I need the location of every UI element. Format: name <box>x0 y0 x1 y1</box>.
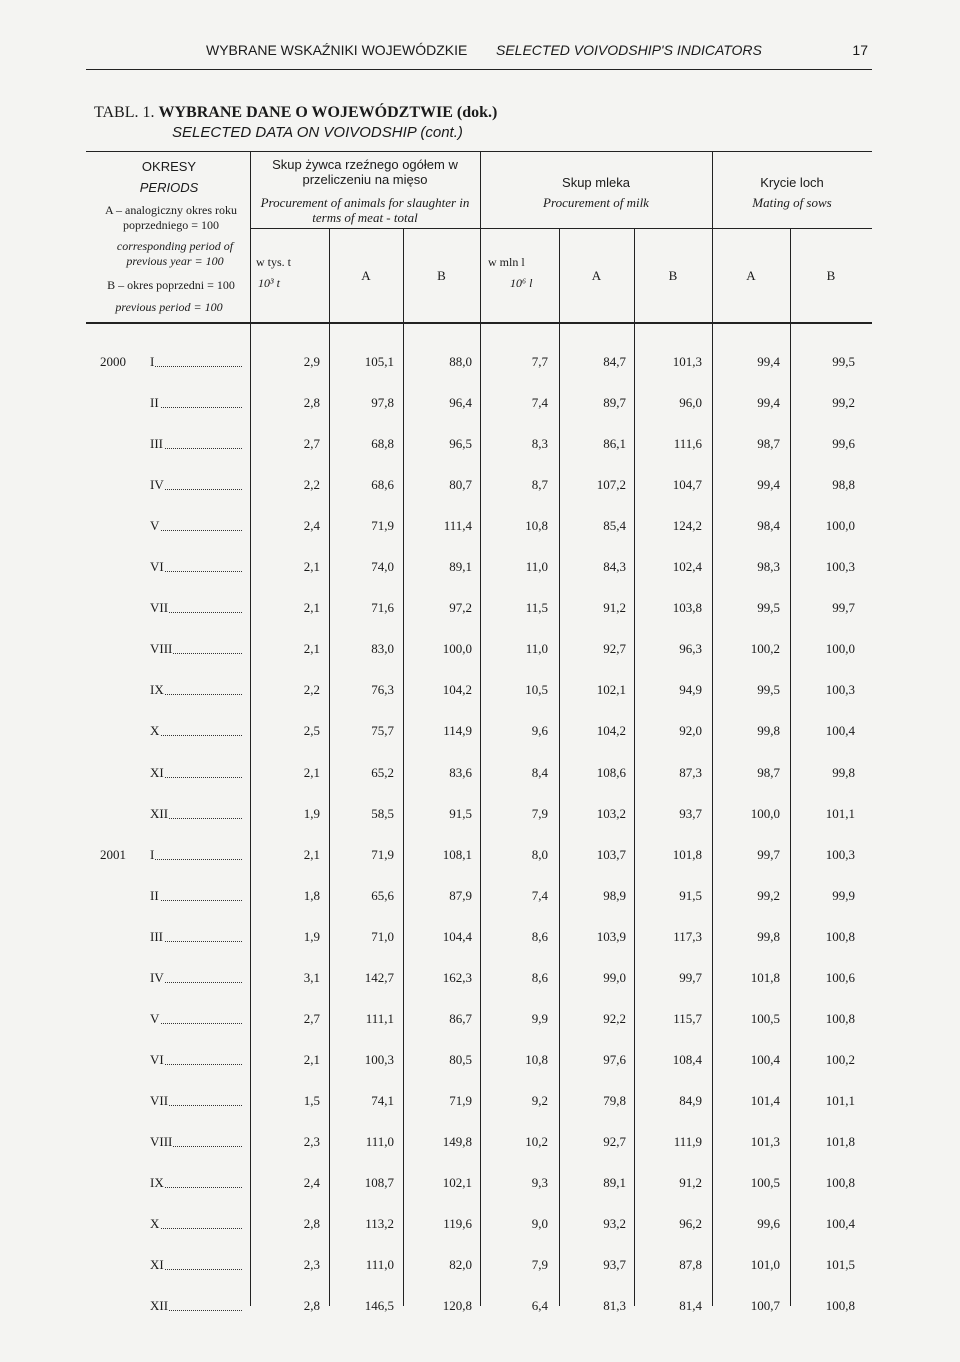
table-cell: 99,8 <box>832 765 855 780</box>
month-label: X <box>150 1216 242 1232</box>
table-cell: 100,3 <box>364 1052 394 1067</box>
table-cell: 68,8 <box>371 436 394 451</box>
month-label: III <box>150 929 242 945</box>
table-cell: 11,0 <box>525 559 548 574</box>
unit-milk-en: 10⁶ l <box>510 276 533 290</box>
table-cell: 2,2 <box>303 477 320 492</box>
table-cell: 83,0 <box>371 641 394 656</box>
group-meat-pl: Skup żywca rzeźnego ogółem w przeliczeniu na mięso <box>272 157 458 187</box>
table-cell: 2,1 <box>303 600 320 615</box>
table-cell: 84,7 <box>603 354 626 369</box>
month-label: III <box>150 436 242 452</box>
table-cell: 100,0 <box>442 641 472 656</box>
table-cell: 124,2 <box>672 518 702 533</box>
table-cell: 96,5 <box>449 436 472 451</box>
table-cell: 92,7 <box>603 641 626 656</box>
table-cell: 71,9 <box>371 518 394 533</box>
table-cell: 68,6 <box>371 477 394 492</box>
table-cell: 99,7 <box>832 600 855 615</box>
table-cell: 9,9 <box>531 1011 548 1026</box>
unit-milk-pl: w mln l <box>488 255 525 269</box>
table-cell: 99,0 <box>603 970 626 985</box>
table-cell: 9,2 <box>531 1093 548 1108</box>
table-cell: 100,3 <box>825 847 855 862</box>
table-cell: 120,8 <box>442 1298 472 1313</box>
table-cell: 8,7 <box>531 477 548 492</box>
table-cell: 81,3 <box>603 1298 626 1313</box>
table-cell: 9,3 <box>531 1175 548 1190</box>
table-cell: 96,4 <box>449 395 472 410</box>
month-label: XII <box>150 806 242 822</box>
running-head <box>90 42 872 64</box>
month-label: V <box>150 1011 242 1027</box>
table-cell: 113,2 <box>365 1216 394 1231</box>
table-cell: 92,0 <box>679 723 702 738</box>
table-cell: 98,3 <box>757 559 780 574</box>
table-cell: 2,1 <box>303 847 320 862</box>
table-cell: 100,4 <box>825 1216 855 1231</box>
table-cell: 99,2 <box>757 888 780 903</box>
table-cell: 2,1 <box>303 641 320 656</box>
table-cell: 10,8 <box>525 1052 548 1067</box>
definition-a-en: corresponding period of previous year = 100 <box>116 239 234 268</box>
table-cell: 71,9 <box>371 847 394 862</box>
table-cell: 7,7 <box>531 354 548 369</box>
col-a-milk: A <box>591 268 602 283</box>
table-cell: 100,8 <box>825 1011 855 1026</box>
month-label: XII <box>150 1298 242 1314</box>
table-cell: 7,9 <box>531 806 548 821</box>
group-sows-pl: Krycie loch <box>760 175 824 190</box>
col-b-milk: B <box>668 268 678 283</box>
table-cell: 103,2 <box>596 806 626 821</box>
table-cell: 91,5 <box>449 806 472 821</box>
group3-sub-rule <box>712 228 872 229</box>
table-cell: 101,1 <box>825 806 855 821</box>
table-cell: 94,9 <box>679 682 702 697</box>
table-cell: 103,9 <box>596 929 626 944</box>
table-header-bottom-rule <box>86 322 872 324</box>
table-cell: 89,1 <box>449 559 472 574</box>
col-divider <box>480 151 481 1306</box>
month-label: IV <box>150 970 242 986</box>
col-divider <box>329 228 330 1306</box>
table-cell: 2,8 <box>303 1298 320 1313</box>
group1-sub-rule <box>250 228 480 229</box>
table-cell: 101,8 <box>750 970 780 985</box>
table-cell: 100,8 <box>825 1298 855 1313</box>
table-cell: 9,0 <box>531 1216 548 1231</box>
table-cell: 100,5 <box>750 1175 780 1190</box>
table-cell: 10,5 <box>525 682 548 697</box>
col-b-meat: B <box>437 268 446 283</box>
table-cell: 108,4 <box>672 1052 702 1067</box>
table-cell: 107,2 <box>596 477 626 492</box>
table-cell: 10,8 <box>525 518 548 533</box>
table-cell: 2,1 <box>303 559 320 574</box>
table-cell: 97,6 <box>603 1052 626 1067</box>
col-divider <box>559 228 560 1306</box>
table-cell: 99,7 <box>679 970 702 985</box>
table-cell: 111,6 <box>673 436 702 451</box>
table-cell: 99,6 <box>757 1216 780 1231</box>
table-cell: 99,4 <box>757 395 780 410</box>
header-rule <box>86 69 872 70</box>
table-cell: 93,2 <box>603 1216 626 1231</box>
table-cell: 119,6 <box>443 1216 472 1231</box>
table-cell: 98,8 <box>832 477 855 492</box>
table-cell: 8,3 <box>531 436 548 451</box>
month-label: II <box>150 888 242 904</box>
table-cell: 142,7 <box>364 970 394 985</box>
table-cell: 82,0 <box>449 1257 472 1272</box>
table-cell: 100,5 <box>750 1011 780 1026</box>
table-top-rule <box>86 151 872 152</box>
table-cell: 93,7 <box>679 806 702 821</box>
col-a-sows: A <box>746 268 756 283</box>
col-divider <box>250 151 251 1306</box>
col-divider <box>712 151 713 1306</box>
table-cell: 111,9 <box>673 1134 702 1149</box>
table-cell: 92,7 <box>603 1134 626 1149</box>
table-cell: 2,8 <box>303 395 320 410</box>
table-cell: 80,5 <box>449 1052 472 1067</box>
table-cell: 86,1 <box>603 436 626 451</box>
table-cell: 1,9 <box>303 806 320 821</box>
table-cell: 98,7 <box>757 436 780 451</box>
table-cell: 100,6 <box>825 970 855 985</box>
table-cell: 10,2 <box>525 1134 548 1149</box>
table-cell: 100,7 <box>750 1298 780 1313</box>
table-cell: 96,0 <box>679 395 702 410</box>
table-cell: 87,8 <box>679 1257 702 1272</box>
table-cell: 100,0 <box>750 806 780 821</box>
page-number: 17 <box>852 42 868 58</box>
table-cell: 98,4 <box>757 518 780 533</box>
definition-a-pl: A – analogiczny okres roku poprzedniego = 100 <box>105 203 237 232</box>
month-label: VIII <box>150 1134 242 1150</box>
table-cell: 80,7 <box>449 477 472 492</box>
table-cell: 101,8 <box>825 1134 855 1149</box>
group-meat-en: Procurement of animals for slaughter in terms of meat - total <box>260 195 470 225</box>
table-cell: 98,7 <box>757 765 780 780</box>
table-cell: 101,5 <box>825 1257 855 1272</box>
table-cell: 2,7 <box>303 436 320 451</box>
col-a-meat: A <box>361 268 371 283</box>
table-cell: 58,5 <box>371 806 394 821</box>
table-cell: 104,7 <box>672 477 702 492</box>
table-cell: 76,3 <box>371 682 394 697</box>
table-cell: 3,1 <box>303 970 320 985</box>
table-cell: 91,5 <box>679 888 702 903</box>
periods-heading-en: PERIODS <box>139 180 199 195</box>
table-cell: 2,3 <box>303 1257 320 1272</box>
month-label: I <box>150 354 242 370</box>
table-cell: 99,4 <box>757 354 780 369</box>
table-cell: 8,6 <box>531 970 548 985</box>
month-label: II <box>150 395 242 411</box>
table-cell: 100,4 <box>825 723 855 738</box>
table-cell: 88,0 <box>449 354 472 369</box>
table-cell: 7,9 <box>531 1257 548 1272</box>
table-cell: 99,5 <box>757 600 780 615</box>
table-cell: 101,4 <box>750 1093 780 1108</box>
table-cell: 104,4 <box>442 929 472 944</box>
table-cell: 101,3 <box>672 354 702 369</box>
table-cell: 8,0 <box>531 847 548 862</box>
table-cell: 2,3 <box>303 1134 320 1149</box>
table-cell: 2,7 <box>303 1011 320 1026</box>
table-cell: 65,2 <box>371 765 394 780</box>
table-cell: 100,3 <box>825 682 855 697</box>
table-cell: 2,9 <box>303 354 320 369</box>
table-cell: 2,4 <box>303 1175 320 1190</box>
table-cell: 111,4 <box>443 518 472 533</box>
table-cell: 65,6 <box>371 888 394 903</box>
table-cell: 105,1 <box>364 354 394 369</box>
table-cell: 104,2 <box>596 723 626 738</box>
table-cell: 108,1 <box>442 847 472 862</box>
table-cell: 2,2 <box>303 682 320 697</box>
group-milk-en: Procurement of milk <box>543 195 649 210</box>
month-label: X <box>150 723 242 739</box>
table-cell: 99,9 <box>832 888 855 903</box>
table-cell: 74,1 <box>371 1093 394 1108</box>
group-sows-en: Mating of sows <box>752 195 832 210</box>
table-cell: 100,8 <box>825 929 855 944</box>
table-cell: 100,0 <box>825 518 855 533</box>
table-cell: 74,0 <box>371 559 394 574</box>
table-cell: 71,6 <box>371 600 394 615</box>
table-cell: 85,4 <box>603 518 626 533</box>
table-cell: 71,0 <box>371 929 394 944</box>
table-cell: 8,4 <box>531 765 548 780</box>
year-label: 2000 <box>100 354 126 369</box>
table-cell: 2,1 <box>303 765 320 780</box>
table-cell: 75,7 <box>371 723 394 738</box>
group-milk-pl: Skup mleka <box>562 175 630 190</box>
table-cell: 111,0 <box>365 1134 394 1149</box>
table-cell: 100,2 <box>825 1052 855 1067</box>
unit-meat-en: 10³ t <box>258 276 280 290</box>
table-cell: 99,4 <box>757 477 780 492</box>
table-number: TABL. 1. <box>94 104 155 121</box>
table-cell: 1,8 <box>303 888 320 903</box>
month-label: V <box>150 518 242 534</box>
table-cell: 99,7 <box>757 847 780 862</box>
table-cell: 83,6 <box>449 765 472 780</box>
month-label: IV <box>150 477 242 493</box>
table-cell: 8,6 <box>531 929 548 944</box>
month-label: XI <box>150 1257 242 1273</box>
table-cell: 103,7 <box>596 847 626 862</box>
table-cell: 6,4 <box>531 1298 548 1313</box>
table-cell: 97,8 <box>371 395 394 410</box>
table-cell: 9,6 <box>531 723 548 738</box>
table-cell: 111,0 <box>365 1257 394 1272</box>
month-label: VIII <box>150 641 242 657</box>
table-cell: 100,4 <box>750 1052 780 1067</box>
table-cell: 102,1 <box>442 1175 472 1190</box>
table-cell: 115,7 <box>673 1011 702 1026</box>
month-label: VI <box>150 1052 242 1068</box>
col-b-sows: B <box>826 268 836 283</box>
table-cell: 100,8 <box>825 1175 855 1190</box>
table-cell: 2,4 <box>303 518 320 533</box>
table-cell: 146,5 <box>364 1298 394 1313</box>
table-cell: 100,2 <box>750 641 780 656</box>
table-cell: 104,2 <box>442 682 472 697</box>
table-cell: 101,1 <box>825 1093 855 1108</box>
table-cell: 149,8 <box>442 1134 472 1149</box>
unit-meat-pl: w tys. t <box>256 255 292 269</box>
table-cell: 89,1 <box>603 1175 626 1190</box>
running-head-pl: WYBRANE WSKAŹNIKI WOJEWÓDZKIE <box>206 42 468 58</box>
table-cell: 11,0 <box>525 641 548 656</box>
month-label: VI <box>150 559 242 575</box>
table-cell: 111,1 <box>365 1011 394 1026</box>
table-cell: 102,1 <box>596 682 626 697</box>
table-cell: 99,8 <box>757 723 780 738</box>
month-label: XI <box>150 765 242 781</box>
table-cell: 96,2 <box>679 1216 702 1231</box>
table-cell: 86,7 <box>449 1011 472 1026</box>
group2-sub-rule <box>480 228 712 229</box>
table-cell: 102,4 <box>672 559 702 574</box>
table-cell: 87,3 <box>679 765 702 780</box>
table-cell: 114,9 <box>443 723 472 738</box>
definition-b-en: previous period = 100 <box>115 300 223 314</box>
table-cell: 79,8 <box>603 1093 626 1108</box>
table-cell: 84,9 <box>679 1093 702 1108</box>
table-cell: 87,9 <box>449 888 472 903</box>
table-cell: 71,9 <box>449 1093 472 1108</box>
table-cell: 91,2 <box>603 600 626 615</box>
table-cell: 2,1 <box>303 1052 320 1067</box>
table-cell: 101,0 <box>750 1257 780 1272</box>
table-cell: 101,8 <box>672 847 702 862</box>
table-cell: 99,5 <box>757 682 780 697</box>
table-title <box>94 104 497 122</box>
table-cell: 97,2 <box>449 600 472 615</box>
col-divider <box>403 228 404 1306</box>
table-title-en: SELECTED DATA ON VOIVODSHIP (cont.) <box>172 124 463 141</box>
running-head-en: SELECTED VOIVODSHIP'S INDICATORS <box>496 42 762 58</box>
periods-heading-pl: OKRESY <box>141 159 197 174</box>
month-label: IX <box>150 682 242 698</box>
table-cell: 99,8 <box>757 929 780 944</box>
month-label: VII <box>150 1093 242 1109</box>
table-cell: 2,8 <box>303 1216 320 1231</box>
month-label: I <box>150 847 242 863</box>
table-cell: 7,4 <box>531 888 548 903</box>
table-cell: 117,3 <box>673 929 702 944</box>
table-cell: 89,7 <box>603 395 626 410</box>
table-cell: 96,3 <box>679 641 702 656</box>
table-cell: 100,0 <box>825 641 855 656</box>
col-divider <box>790 228 791 1306</box>
table-cell: 81,4 <box>679 1298 702 1313</box>
table-cell: 99,2 <box>832 395 855 410</box>
table-cell: 91,2 <box>679 1175 702 1190</box>
table-cell: 162,3 <box>442 970 472 985</box>
month-label: IX <box>150 1175 242 1191</box>
table-cell: 2,5 <box>303 723 320 738</box>
table-cell: 11,5 <box>525 600 548 615</box>
table-cell: 1,9 <box>303 929 320 944</box>
table-cell: 100,3 <box>825 559 855 574</box>
table-cell: 108,7 <box>364 1175 394 1190</box>
table-cell: 103,8 <box>672 600 702 615</box>
month-label: VII <box>150 600 242 616</box>
table-cell: 99,5 <box>832 354 855 369</box>
table-cell: 84,3 <box>603 559 626 574</box>
table-cell: 7,4 <box>531 395 548 410</box>
table-title-pl: WYBRANE DANE O WOJEWÓDZTWIE (dok.) <box>158 104 498 121</box>
table-cell: 92,2 <box>603 1011 626 1026</box>
col-divider <box>634 228 635 1306</box>
table-cell: 93,7 <box>603 1257 626 1272</box>
table-cell: 98,9 <box>603 888 626 903</box>
table-cell: 101,3 <box>750 1134 780 1149</box>
table-cell: 1,5 <box>303 1093 320 1108</box>
table-cell: 108,6 <box>596 765 626 780</box>
table-cell: 99,6 <box>832 436 855 451</box>
definition-b-pl: B – okres poprzedni = 100 <box>107 278 235 292</box>
year-label: 2001 <box>100 847 126 862</box>
